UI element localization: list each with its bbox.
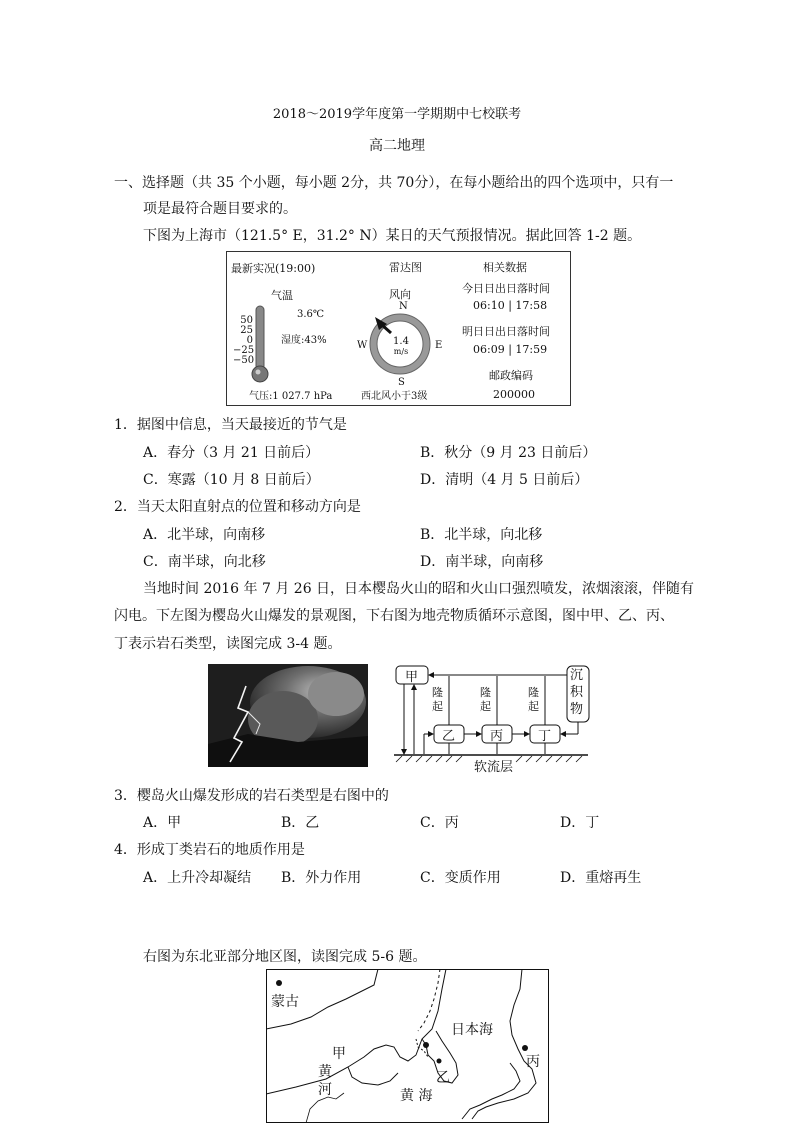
question-3-option-a: A．甲 [143, 815, 182, 831]
scale-minus-50: −50 [233, 355, 255, 366]
humidity-value: 湿度:43% [281, 335, 327, 346]
rock-ding-label: 丁 [538, 729, 552, 744]
thermometer-scale [233, 316, 253, 366]
weather-forecast-figure [226, 251, 571, 406]
compass-west: W [357, 340, 368, 351]
subject-title: 高二地理 [369, 138, 425, 154]
question-3-stem: 3．樱岛火山爆发形成的岩石类型是右图中的 [114, 788, 389, 804]
question-2-option-d: D．南半球，向南移 [420, 554, 544, 570]
map-label-yi: 乙 [436, 1070, 450, 1086]
rock-yi-label: 乙 [442, 729, 456, 744]
sediment-label: 沉 积 物 [570, 668, 584, 717]
question-1-option-b: B．秋分（9 月 23 日前后） [420, 445, 597, 461]
wind-speed-value: 1.4 [393, 336, 409, 347]
asthenosphere-label: 软流层 [472, 756, 515, 775]
question-2-option-b: B．北半球，向北移 [420, 527, 543, 543]
section-instructions-line1: 一、选择题（共 35 个小题，每小题 2分，共 70分），在每小题给出的四个选项中，只有一 [114, 175, 674, 191]
question-3-option-c: C．丙 [420, 815, 459, 831]
today-sunrise-label: 今日日出日落时间 [462, 282, 550, 295]
compass-east: E [435, 340, 443, 351]
related-data-label: 相关数据 [483, 261, 527, 274]
question-4-stem: 4．形成丁类岩石的地质作用是 [114, 842, 305, 858]
wind-speed-unit: m/s [393, 347, 409, 356]
today-sunrise-value: 06:10 | 17:58 [473, 299, 548, 312]
intro-questions-3-4-line3: 丁表示岩石类型，读图完成 3-4 题。 [114, 636, 342, 652]
compass-south: S [398, 377, 405, 388]
question-2-option-c: C．南半球，向北移 [143, 554, 266, 570]
uplift-label-2: 隆 起 [480, 686, 491, 713]
postcode-label: 邮政编码 [489, 369, 533, 382]
wind-direction-label: 风向 [389, 288, 411, 301]
question-1-option-c: C．寒露（10 月 8 日前后） [143, 472, 320, 488]
intro-questions-1-2: 下图为上海市（121.5° E，31.2° N）某日的天气预报情况。据此回答 1-2 题。 [143, 228, 642, 244]
pressure-value: 气压:1 027.7 hPa [249, 391, 333, 402]
question-3-option-b: B．乙 [281, 815, 320, 831]
scale-50: 50 [240, 315, 253, 326]
intro-questions-3-4-line2: 闪电。下左图为樱岛火山爆发的景观图，下右图为地壳物质循环示意图，图中甲、乙、丙、 [114, 608, 674, 624]
scale-0: 0 [246, 335, 253, 346]
rock-jia-label: 甲 [405, 670, 419, 685]
northeast-asia-map [266, 969, 549, 1123]
scale-25: 25 [240, 325, 253, 336]
rock-cycle-diagram [392, 662, 592, 774]
tomorrow-sunrise-value: 06:09 | 17:59 [473, 343, 548, 356]
question-1-option-a: A．春分（3 月 21 日前后） [143, 445, 320, 461]
question-4-option-c: C．变质作用 [420, 870, 501, 886]
question-2-option-a: A．北半球，向南移 [143, 527, 266, 543]
question-4-option-a: A．上升冷却凝结 [143, 870, 252, 886]
rock-bing-label: 丙 [490, 729, 504, 744]
uplift-label-3: 隆 起 [528, 686, 539, 713]
scale-minus-25: −25 [233, 345, 255, 356]
uplift-label-1: 隆 起 [432, 686, 443, 713]
intro-questions-3-4-line1: 当地时间 2016 年 7 月 26 日，日本樱岛火山的昭和火山口强烈喷发，浓烟滚滚，伴随有 [143, 581, 695, 597]
compass-north: N [399, 301, 408, 312]
map-label-jia: 甲 [332, 1046, 346, 1062]
radar-label: 雷达图 [389, 261, 422, 274]
map-label-bing: 丙 [526, 1054, 540, 1070]
map-label-sea-of-japan: 日本海 [451, 1022, 493, 1038]
question-2-stem: 2．当天太阳直射点的位置和移动方向是 [114, 499, 361, 515]
latest-observation-label: 最新实况(19:00) [231, 262, 316, 275]
question-1-option-d: D．清明（4 月 5 日前后） [420, 472, 589, 488]
temperature-label: 气温 [271, 289, 293, 302]
wind-speed [390, 337, 412, 357]
map-label-yellow-river: 黄 河 [318, 1064, 332, 1098]
section-instructions-line2: 项是最符合题目要求的。 [143, 201, 297, 217]
volcano-eruption-photo [208, 664, 368, 767]
intro-questions-5-6: 右图为东北亚部分地区图，读图完成 5-6 题。 [143, 949, 427, 965]
question-4-option-d: D．重熔再生 [560, 870, 642, 886]
map-label-mongolia: 蒙古 [271, 994, 299, 1010]
exam-title: 2018～2019学年度第一学期期中七校联考 [272, 107, 522, 122]
question-1-stem: 1．据图中信息，当天最接近的节气是 [114, 417, 347, 433]
postcode-value: 200000 [493, 388, 535, 401]
temperature-value: 3.6℃ [297, 309, 325, 320]
question-4-option-b: B．外力作用 [281, 870, 362, 886]
wind-description: 西北风小于3级 [361, 391, 428, 402]
map-label-yellow-sea: 黄 海 [400, 1088, 433, 1104]
tomorrow-sunrise-label: 明日日出日落时间 [462, 325, 550, 338]
question-3-option-d: D．丁 [560, 815, 600, 831]
